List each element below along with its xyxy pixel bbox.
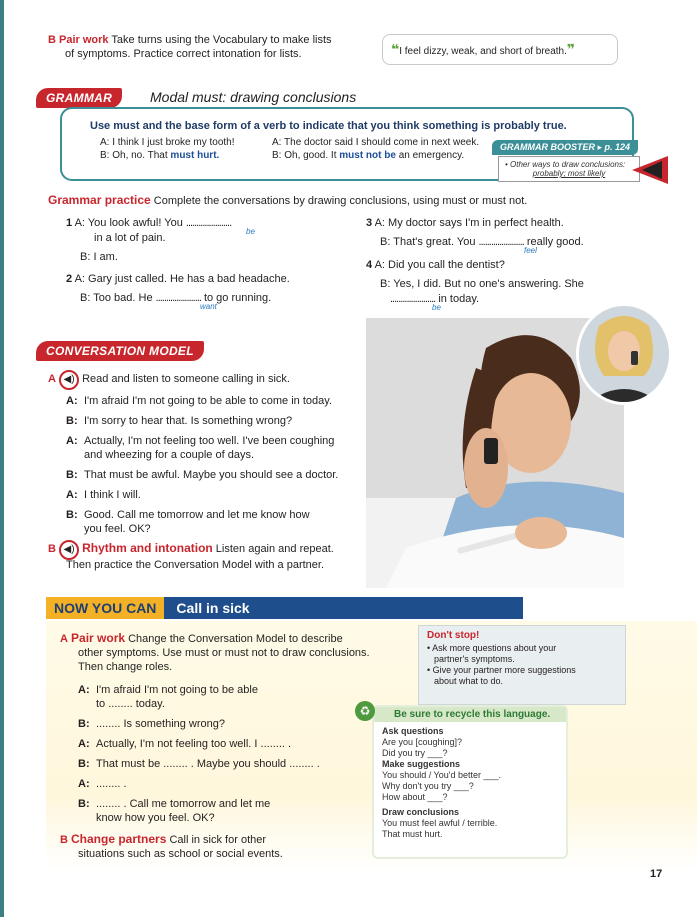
example-emphasis: must not be bbox=[339, 150, 396, 161]
booster-label: GRAMMAR BOOSTER bbox=[500, 142, 595, 152]
now-you-can-bar bbox=[46, 597, 536, 621]
dialogue-text: I'm afraid I'm not going to be able to come in today. bbox=[84, 395, 332, 407]
page-number: 17 bbox=[650, 868, 663, 880]
recycle-line: Are you [coughing]? bbox=[382, 737, 463, 747]
recycle-title: Be sure to recycle this language. bbox=[374, 707, 566, 722]
dialogue-line bbox=[78, 797, 368, 811]
dialogue-line bbox=[78, 683, 368, 697]
section-title: Rhythm and intonation bbox=[82, 541, 213, 555]
item-line: A: You look awful! You bbox=[74, 217, 183, 229]
now-you-can-label: NOW YOU CAN bbox=[46, 597, 164, 619]
answer-blank[interactable]: ...................... bbox=[478, 236, 524, 248]
item-line: really good. bbox=[526, 236, 584, 248]
item-number: 2 bbox=[66, 273, 73, 285]
dialogue-line bbox=[66, 414, 366, 428]
section-letter: B bbox=[48, 543, 56, 555]
example-line: A: The doctor said I should come in next week. bbox=[272, 137, 480, 148]
example-quote: I feel dizzy, weak, and short of breath. bbox=[399, 46, 567, 57]
item-line: B: I am. bbox=[80, 251, 118, 263]
dialogue-text: ........ Is something wrong? bbox=[96, 718, 226, 730]
booster-line: probably; most likely bbox=[532, 169, 606, 178]
verb-cue: feel bbox=[524, 246, 537, 255]
dialogue-text: ........ . bbox=[96, 778, 127, 790]
speaker-label: B: bbox=[78, 718, 90, 730]
grammar-rule: Use must and the base form of a verb to indicate that you think something is probably true. bbox=[90, 120, 567, 132]
dialogue-line bbox=[66, 488, 366, 502]
grammar-ribbon: GRAMMAR bbox=[36, 88, 122, 108]
dont-stop-bullet: • Give your partner more suggestions bbox=[427, 665, 576, 675]
speaker-label: B: bbox=[66, 509, 78, 521]
item-line: A: My doctor says I'm in perfect health. bbox=[374, 217, 564, 229]
grammar-practice-heading bbox=[48, 193, 648, 208]
section-instruction: Read and listen to someone calling in sick. bbox=[82, 373, 290, 385]
dialogue-text: to ........ today. bbox=[96, 698, 165, 710]
grammar-title: Modal must: drawing conclusions bbox=[150, 89, 357, 105]
example-text: an emergency. bbox=[395, 150, 465, 161]
dialogue-text: That must be ........ . Maybe you should ........ . bbox=[96, 758, 320, 770]
speaker-label: A: bbox=[78, 738, 90, 750]
section-instruction: Listen again and repeat. bbox=[215, 543, 334, 555]
recycle-heading: Draw conclusions bbox=[382, 807, 460, 817]
item-line: in today. bbox=[438, 293, 480, 305]
item-number: 1 bbox=[66, 217, 73, 229]
speaker-label: B: bbox=[66, 469, 78, 481]
speaker-label: B: bbox=[66, 415, 78, 427]
section-instruction: other symptoms. Use must or must not to draw conclusions. bbox=[78, 647, 370, 659]
section-instruction: situations such as school or social events. bbox=[78, 848, 283, 860]
dialogue-text: and wheezing for a couple of days. bbox=[84, 449, 255, 461]
dialogue-line bbox=[66, 394, 366, 408]
audio-speaker-icon[interactable]: ◀) bbox=[59, 370, 79, 390]
now-you-can-a bbox=[60, 631, 400, 646]
conversation-model-b bbox=[48, 540, 368, 560]
left-edge-bar bbox=[0, 0, 4, 917]
conversation-model-a bbox=[48, 370, 290, 390]
manager-photo bbox=[576, 303, 672, 405]
section-instruction: Change the Conversation Model to describe bbox=[128, 633, 343, 645]
practice-instruction: Complete the conversations by drawing conclusions, using must or must not. bbox=[153, 195, 528, 207]
example-line bbox=[100, 149, 235, 162]
item-line: A: Gary just called. He has a bad headache. bbox=[74, 273, 290, 285]
dialogue-text: ........ . Call me tomorrow and let me bbox=[96, 798, 271, 810]
dialogue-text: I'm afraid I'm not going to be able bbox=[96, 684, 258, 696]
practice-item-4-answer bbox=[390, 292, 590, 306]
recycle-line: That must hurt. bbox=[382, 829, 443, 839]
booster-page: p. 124 bbox=[604, 142, 631, 152]
item-line: B: That's great. You bbox=[380, 236, 476, 248]
woman-on-phone-illustration bbox=[579, 306, 669, 402]
dialogue-text: I'm sorry to hear that. Is something wrong? bbox=[84, 415, 293, 427]
verb-cue: be bbox=[246, 227, 255, 236]
grammar-example-1 bbox=[100, 136, 235, 162]
dont-stop-bullet: about what to do. bbox=[434, 676, 504, 686]
example-text: B: Oh, no. That bbox=[100, 150, 171, 161]
dont-stop-box bbox=[418, 625, 626, 705]
speaker-label: A: bbox=[66, 395, 78, 407]
practice-title: Grammar practice bbox=[48, 193, 151, 207]
item-line: in a lot of pain. bbox=[94, 232, 166, 244]
speaker-label: A: bbox=[66, 489, 78, 501]
recycle-line: How about ___? bbox=[382, 792, 448, 802]
pair-work-b-section bbox=[48, 33, 368, 61]
dont-stop-title: Don't stop! bbox=[427, 630, 480, 641]
dont-stop-bullet: • Ask more questions about your bbox=[427, 643, 557, 653]
dialogue-line bbox=[78, 717, 368, 731]
dont-stop-bullet: partner's symptoms. bbox=[434, 654, 515, 664]
grammar-booster-tab[interactable]: GRAMMAR BOOSTER ▸ p. 124 bbox=[492, 140, 638, 155]
speaker-label: B: bbox=[78, 798, 90, 810]
item-line: B: Too bad. He bbox=[80, 292, 153, 304]
grammar-booster-box bbox=[498, 156, 640, 182]
recycle-heading: Make suggestions bbox=[382, 759, 461, 769]
instruction-line: of symptoms. Practice correct intonation for lists. bbox=[65, 48, 302, 60]
practice-item-3 bbox=[366, 216, 666, 230]
dialogue-text: know how you feel. OK? bbox=[96, 812, 215, 824]
recycle-heading: Ask questions bbox=[382, 726, 444, 736]
audio-speaker-icon[interactable]: ◀) bbox=[59, 540, 79, 560]
recycle-line: Why don't you try ___? bbox=[382, 781, 474, 791]
now-you-can-dialogue bbox=[78, 683, 368, 825]
now-you-can-b bbox=[60, 832, 360, 847]
recycle-line: You must feel awful / terrible. bbox=[382, 818, 498, 828]
dialogue-line bbox=[78, 757, 368, 771]
conversation-model-dialogue bbox=[66, 394, 366, 536]
dialogue-text: Good. Call me tomorrow and let me know how bbox=[84, 509, 310, 521]
answer-blank[interactable]: ...................... bbox=[390, 293, 436, 305]
speaker-label: B: bbox=[78, 758, 90, 770]
example-text: B: Oh, good. It bbox=[272, 150, 340, 161]
grammar-example-2 bbox=[272, 136, 479, 162]
section-instruction: Call in sick for other bbox=[169, 834, 267, 846]
example-line: A: I think I just broke my tooth! bbox=[100, 137, 235, 148]
booster-line: • Other ways to draw conclusions: bbox=[505, 160, 626, 169]
answer-blank[interactable]: ...................... bbox=[185, 217, 232, 229]
verb-cue: want bbox=[200, 302, 217, 311]
verb-cue: be bbox=[432, 303, 441, 312]
section-letter: B bbox=[60, 834, 68, 846]
practice-item-1 bbox=[66, 216, 326, 230]
example-quote-box: ❝I feel dizzy, weak, and short of breath.❞ bbox=[382, 34, 618, 65]
item-line: A: Did you call the dentist? bbox=[374, 259, 505, 271]
booster-arrow-icon bbox=[632, 156, 668, 184]
dialogue-line bbox=[78, 737, 368, 751]
example-line bbox=[272, 149, 479, 162]
section-title: Change partners bbox=[71, 832, 167, 846]
recycle-icon: ♻ bbox=[355, 701, 375, 721]
speaker-label: A: bbox=[66, 435, 78, 447]
section-instruction: Then practice the Conversation Model with a partner. bbox=[66, 559, 325, 571]
dialogue-text: I think I will. bbox=[84, 489, 141, 501]
now-you-can-title: Call in sick bbox=[164, 597, 523, 619]
answer-blank[interactable]: ...................... bbox=[155, 292, 201, 304]
dialogue-text: Actually, I'm not feeling too well. I've been coughing bbox=[84, 435, 335, 447]
speaker-label: A: bbox=[78, 778, 90, 790]
item-line: to go running. bbox=[203, 292, 272, 304]
practice-item-2 bbox=[66, 272, 366, 286]
speaker-label: A: bbox=[78, 684, 90, 696]
practice-item-4 bbox=[366, 258, 666, 272]
recycle-language-box bbox=[372, 705, 568, 859]
dialogue-line bbox=[66, 468, 366, 482]
recycle-line: You should / You'd better ___. bbox=[382, 770, 501, 780]
section-title: Pair work bbox=[59, 34, 109, 46]
dialogue-line bbox=[78, 777, 368, 791]
practice-item-2-answer bbox=[80, 291, 380, 305]
section-instruction: Then change roles. bbox=[78, 661, 173, 673]
section-letter: B bbox=[48, 34, 56, 46]
section-title: Pair work bbox=[71, 631, 126, 645]
item-number: 3 bbox=[366, 217, 373, 229]
dialogue-text: That must be awful. Maybe you should see a doctor. bbox=[84, 469, 339, 481]
conversation-model-ribbon: CONVERSATION MODEL bbox=[36, 341, 204, 361]
section-letter: A bbox=[60, 633, 68, 645]
dialogue-line bbox=[66, 508, 366, 522]
dialogue-text: Actually, I'm not feeling too well. I ........ . bbox=[96, 738, 292, 750]
example-emphasis: must hurt. bbox=[170, 150, 220, 161]
dialogue-line bbox=[66, 434, 366, 448]
instruction-line: Take turns using the Vocabulary to make lists bbox=[111, 34, 332, 46]
item-number: 4 bbox=[366, 259, 373, 271]
item-line: B: Yes, I did. But no one's answering. She bbox=[380, 278, 584, 290]
recycle-line: Did you try ___? bbox=[382, 748, 448, 758]
section-letter: A bbox=[48, 373, 56, 385]
dialogue-text: you feel. OK? bbox=[84, 523, 151, 535]
